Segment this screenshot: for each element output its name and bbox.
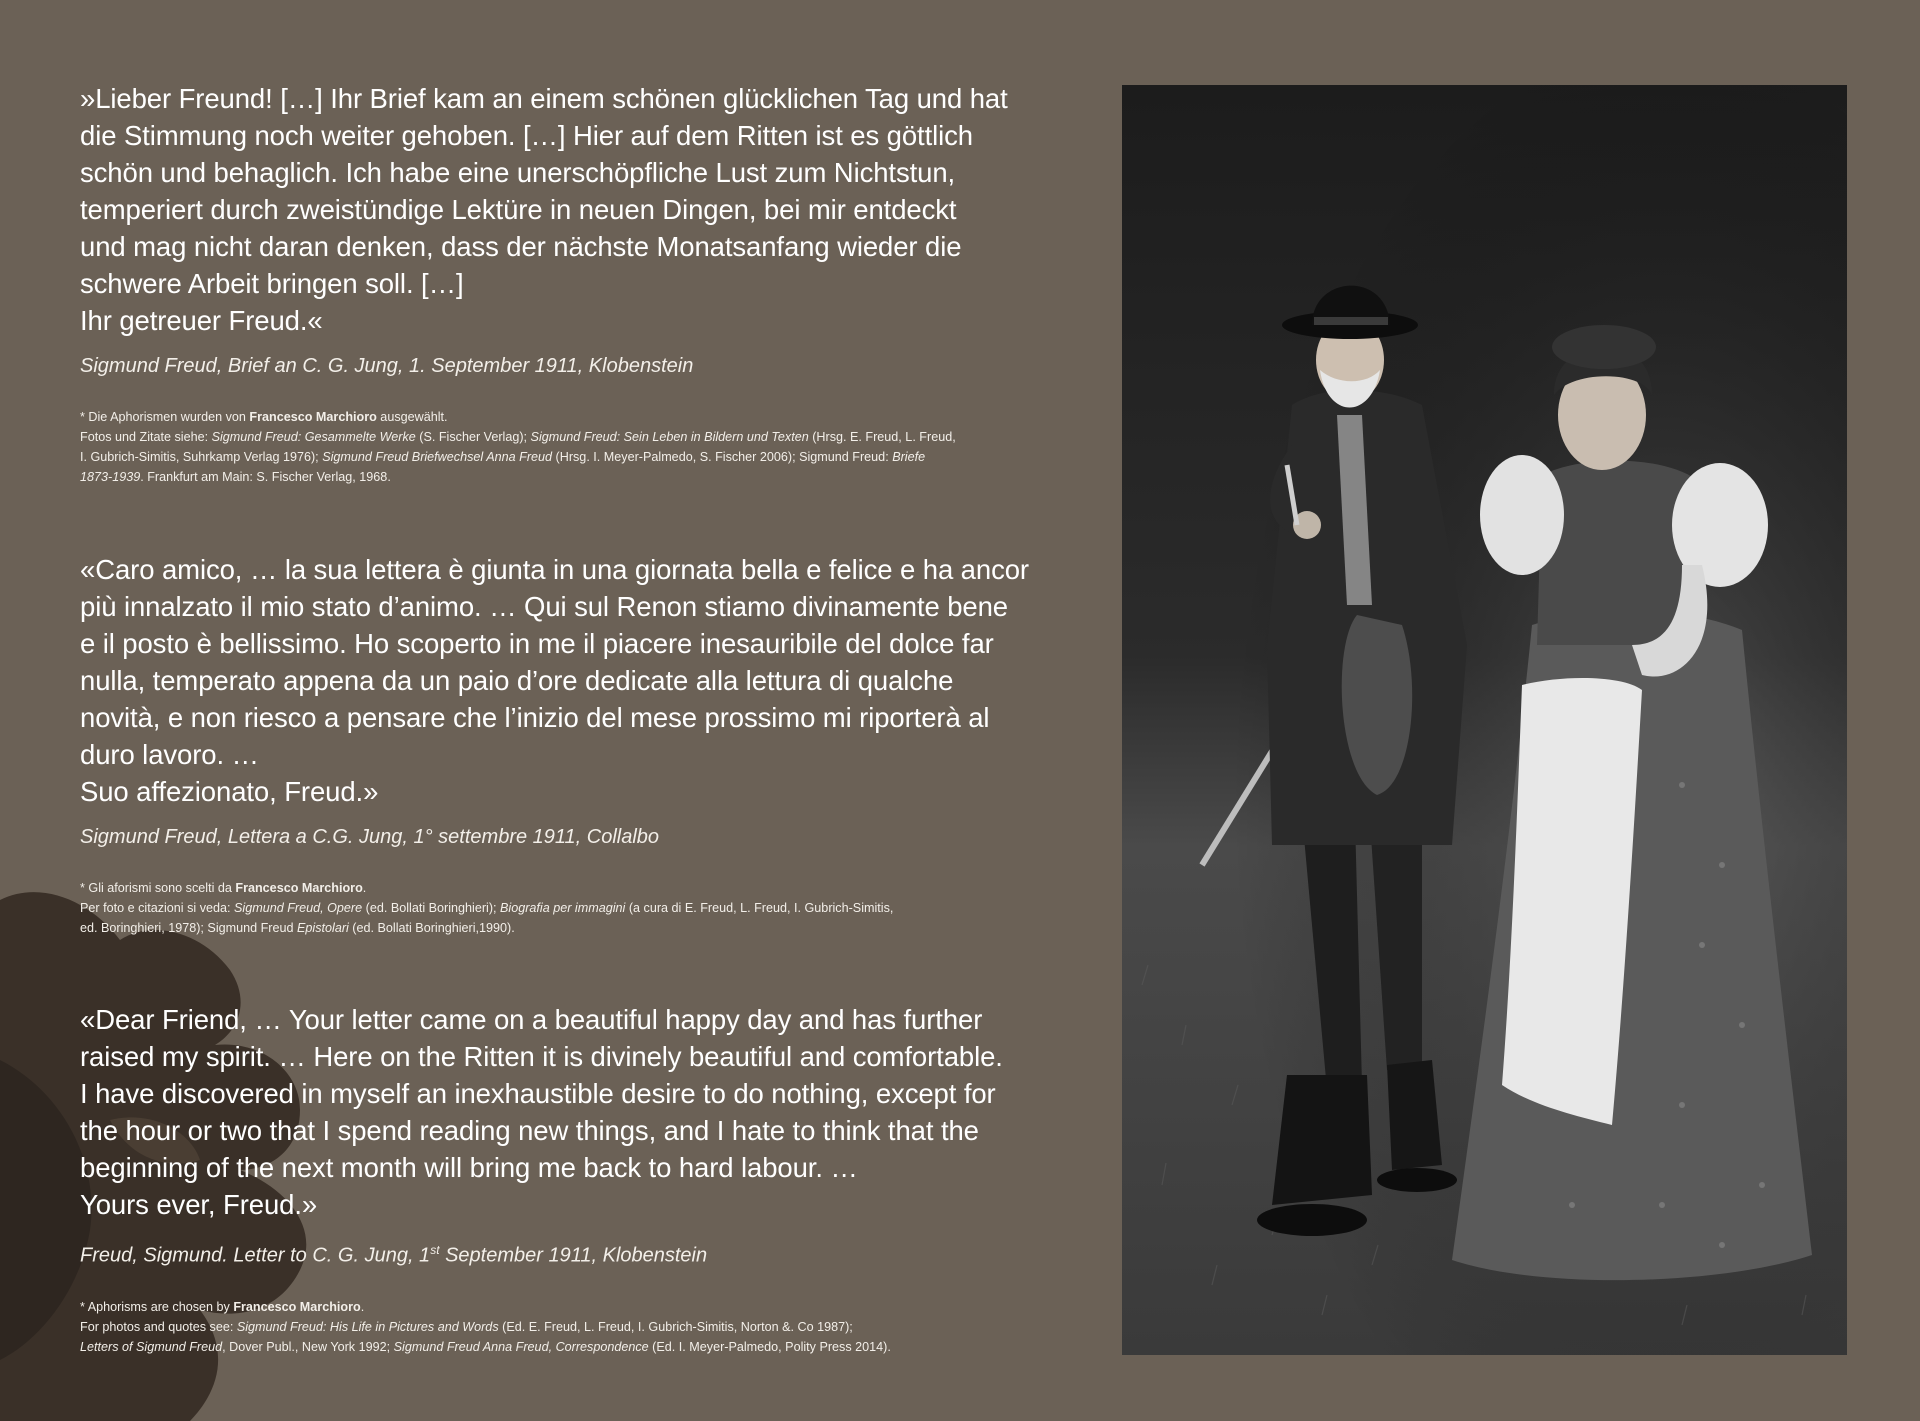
quote-line: «Caro amico, … la sua lettera è giunta in una giornata bella e felice e ha ancor xyxy=(80,554,1029,585)
german-section xyxy=(80,80,1080,487)
source-title: Sigmund Freud Briefwechsel Anna Freud xyxy=(322,450,553,464)
note-prefix: * Aphorisms are chosen by xyxy=(80,1299,234,1314)
sources-line xyxy=(80,427,1080,447)
note-line xyxy=(80,1297,1080,1317)
source-publisher: . Frankfurt am Main: S. Fischer Verlag, 1968. xyxy=(140,470,391,484)
quote-line: und mag nicht daran denken, dass der nächste Monatsanfang wieder die xyxy=(80,231,962,262)
note-line xyxy=(80,407,1080,427)
sources-intro: Per foto e citazioni si veda: xyxy=(80,901,235,915)
source-title: Sigmund Freud: Sein Leben in Bildern und Texten xyxy=(530,430,809,444)
note-author: Francesco Marchioro xyxy=(235,881,363,895)
source-publisher: (Hrsg. E. Freud, L. Freud, xyxy=(808,430,956,444)
italian-notes xyxy=(80,878,1080,938)
quote-line: schwere Arbeit bringen soll. […] xyxy=(80,268,464,299)
sources-line xyxy=(80,467,1080,487)
source-title: Biografia per immagini xyxy=(500,901,626,915)
source-publisher: (Ed. E. Freud, L. Freud, I. Gubrich-Simitis, Norton &. Co 1987); xyxy=(498,1319,853,1334)
sources-intro: Fotos und Zitate siehe: xyxy=(80,430,212,444)
source-title: Letters of Sigmund Freud xyxy=(80,1339,223,1354)
note-suffix: . xyxy=(362,881,367,895)
source-title: Sigmund Freud Anna Freud, Correspondence xyxy=(393,1339,649,1354)
source-title: Sigmund Freud, Opere xyxy=(234,901,363,915)
quote-line: beginning of the next month will bring me back to hard labour. … xyxy=(80,1152,858,1183)
italian-citation: Sigmund Freud, Lettera a C.G. Jung, 1° settembre 1911, Collalbo xyxy=(80,826,660,848)
english-citation xyxy=(80,1237,1080,1269)
source-title: Sigmund Freud: His Life in Pictures and Words xyxy=(236,1319,499,1334)
english-notes xyxy=(80,1297,1080,1357)
source-publisher: (ed. Bollati Boringhieri,1990). xyxy=(348,921,515,935)
source-title: Epistolari xyxy=(297,921,349,935)
note-prefix: * Die Aphorismen wurden von xyxy=(80,410,250,424)
quote-line: »Lieber Freund! […] Ihr Brief kam an einem schönen glücklichen Tag und hat xyxy=(80,83,1008,114)
quote-line: nulla, temperato appena da un paio d’ore dedicate alla lettura di qualche xyxy=(80,665,954,696)
photo-illustration xyxy=(1122,85,1847,1355)
quote-line: più innalzato il mio stato d’animo. … Qui sul Renon stiamo divinamente bene xyxy=(80,591,1008,622)
quote-line: e il posto è bellissimo. Ho scoperto in me il piacere inesauribile del dolce far xyxy=(80,628,994,659)
quote-signature: Yours ever, Freud.» xyxy=(80,1189,318,1220)
sources-line xyxy=(80,447,1080,467)
note-prefix: * Gli aforismi sono scelti da xyxy=(80,881,236,895)
source-publisher: (ed. Bollati Boringhieri); xyxy=(362,901,501,915)
source-publisher: (Hrsg. I. Meyer-Palmedo, S. Fischer 2006); Sigmund Freud: xyxy=(552,450,893,464)
source-title: 1873-1939 xyxy=(80,470,141,484)
quote-line: duro lavoro. … xyxy=(80,739,259,770)
note-author: Francesco Marchioro xyxy=(249,410,377,424)
note-suffix: ausgewählt. xyxy=(376,410,448,424)
citation-text: September 1911, Klobenstein xyxy=(439,1244,708,1267)
source-title: Briefe xyxy=(892,450,926,464)
english-section xyxy=(80,1001,1080,1357)
quote-signature: Suo affezionato, Freud.» xyxy=(80,776,379,807)
citation-text: Freud, Sigmund. Letter to C. G. Jung, 1 xyxy=(80,1244,431,1267)
quote-line: novità, e non riesco a pensare che l’inizio del mese prossimo mi riporterà al xyxy=(80,702,990,733)
source-publisher: (S. Fischer Verlag); xyxy=(415,430,531,444)
quote-line: the hour or two that I spend reading new things, and I hate to think that the xyxy=(80,1115,979,1146)
source-publisher: I. Gubrich-Simitis, Suhrkamp Verlag 1976); xyxy=(80,450,323,464)
german-quote xyxy=(80,80,1080,339)
italian-section xyxy=(80,551,1080,938)
source-publisher: (a cura di E. Freud, L. Freud, I. Gubrich-Simitis, xyxy=(625,901,894,915)
source-publisher: (Ed. I. Meyer-Palmedo, Polity Press 2014). xyxy=(648,1339,891,1354)
sources-line xyxy=(80,1337,1080,1357)
historical-photograph xyxy=(1122,85,1847,1355)
italian-quote xyxy=(80,551,1080,810)
quote-line: «Dear Friend, … Your letter came on a beautiful happy day and has further xyxy=(80,1004,983,1035)
note-line xyxy=(80,878,1080,898)
sources-intro: For photos and quotes see: xyxy=(80,1319,237,1334)
citation-ordinal: st xyxy=(430,1243,440,1257)
sources-line xyxy=(80,1317,1080,1337)
sources-line xyxy=(80,898,1080,918)
source-publisher: , Dover Publ., New York 1992; xyxy=(222,1339,394,1354)
english-quote xyxy=(80,1001,1080,1223)
note-author: Francesco Marchioro xyxy=(233,1299,361,1314)
quote-line: raised my spirit. … Here on the Ritten it is divinely beautiful and comfortable. xyxy=(80,1041,1003,1072)
quote-signature: Ihr getreuer Freud.« xyxy=(80,305,323,336)
german-citation: Sigmund Freud, Brief an C. G. Jung, 1. September 1911, Klobenstein xyxy=(80,355,694,377)
sources-line xyxy=(80,918,1080,938)
quote-line: I have discovered in myself an inexhaustible desire to do nothing, except for xyxy=(80,1078,996,1109)
source-publisher: ed. Boringhieri, 1978); Sigmund Freud xyxy=(80,921,298,935)
quote-line: schön und behaglich. Ich habe eine unerschöpfliche Lust zum Nichtstun, xyxy=(80,157,956,188)
german-notes xyxy=(80,407,1080,487)
quote-line: die Stimmung noch weiter gehoben. […] Hier auf dem Ritten ist es göttlich xyxy=(80,120,974,151)
quote-line: temperiert durch zweistündige Lektüre in neuen Dingen, bei mir entdeckt xyxy=(80,194,957,225)
note-suffix: . xyxy=(360,1299,365,1314)
source-title: Sigmund Freud: Gesammelte Werke xyxy=(211,430,416,444)
